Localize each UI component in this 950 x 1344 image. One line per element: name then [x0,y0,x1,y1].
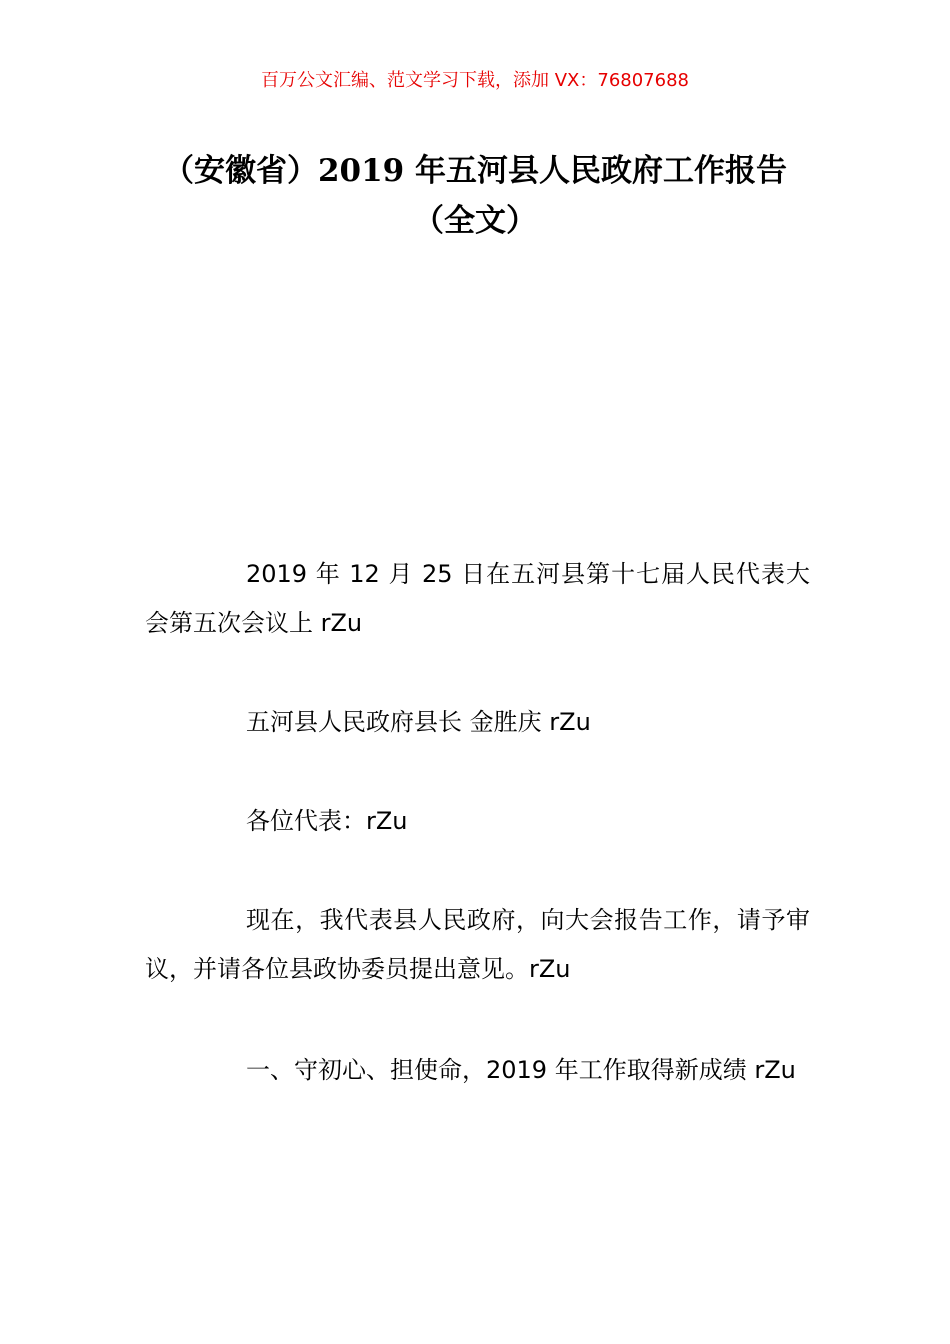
meeting-info-paragraph: 2019 年 12 月 25 日在五河县第十七届人民代表大会第五次会议上 rZu [145,560,810,637]
header-note: 百万公文汇编、范文学习下载，添加 VX：76807688 [261,70,689,91]
salutation-paragraph: 各位代表：rZu [246,807,408,835]
section-heading-paragraph: 一、守初心、担使命，2019 年工作取得新成绩 rZu [246,1056,796,1084]
document-title: （安徽省）2019 年五河县人民政府工作报告（全文） [162,153,788,239]
speaker-paragraph: 五河县人民政府县长 金胜庆 rZu [246,708,591,736]
intro-paragraph: 现在，我代表县人民政府，向大会报告工作，请予审议，并请各位县政协委员提出意见。rZu [145,906,810,983]
